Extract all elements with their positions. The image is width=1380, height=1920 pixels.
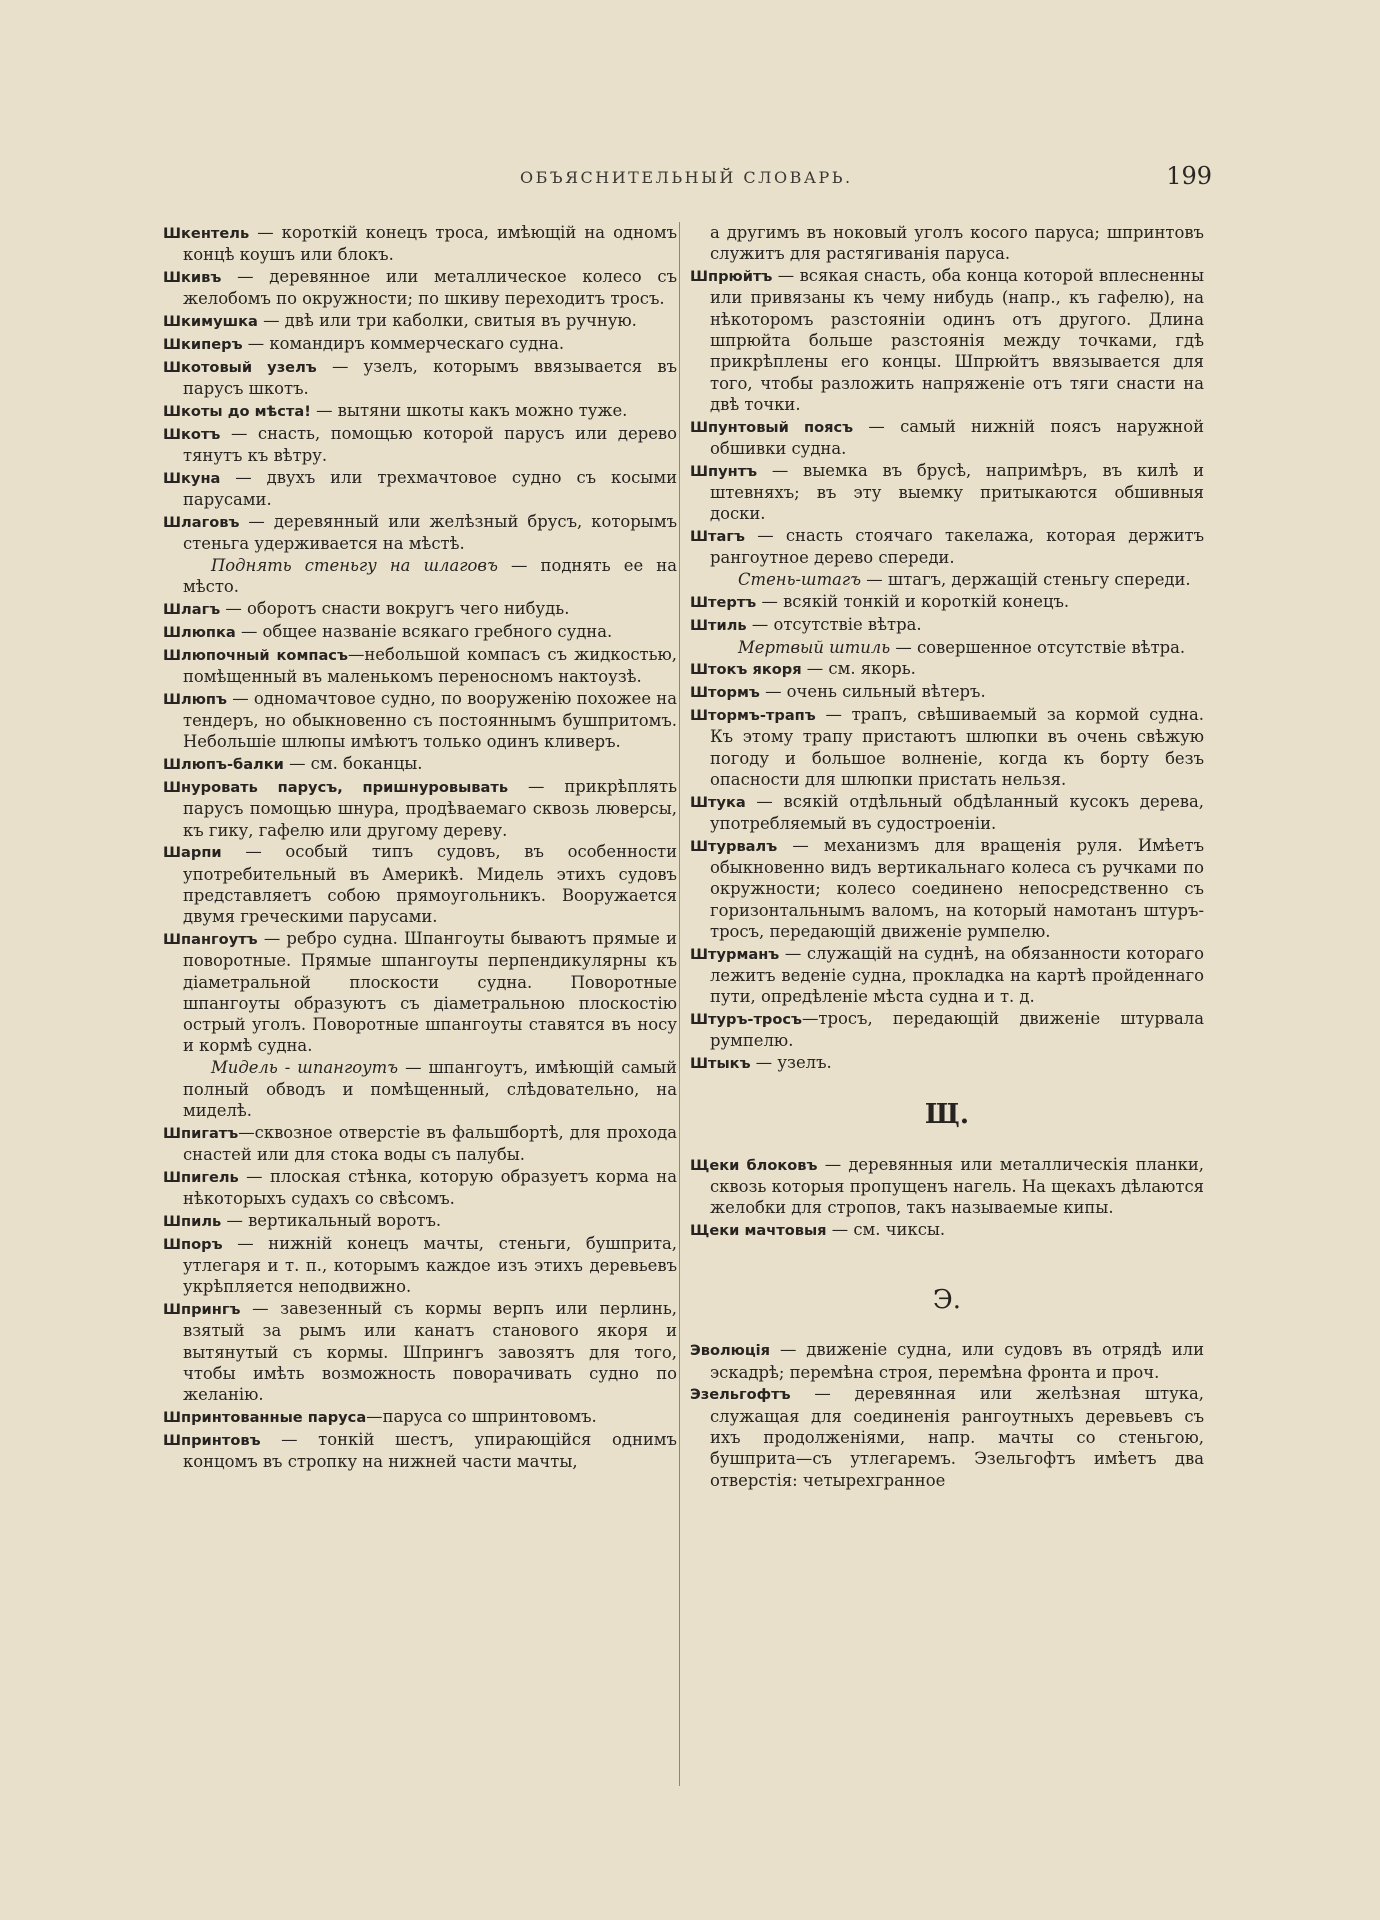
entry-term: Эзельгофтъ — [690, 1386, 791, 1404]
dictionary-entry — [690, 704, 1204, 790]
dictionary-entry — [163, 776, 677, 841]
entry-term: Штука — [690, 793, 746, 811]
entry-term: Шкотовый узелъ — [163, 358, 317, 376]
entry-definition: — деревянныя или металлическія планки, сквозь которыя пропущенъ нагель. На щекахъ дѣлаются желобки для стропов, такъ называемые кипы. — [710, 1154, 1204, 1218]
entry-term: Шпунтъ — [690, 462, 758, 480]
dictionary-entry — [690, 265, 1204, 415]
entry-definition: — завезенный съ кормы верпъ или перлинь, взятый за рымъ или канатъ станового якоря и вытянутый съ кормы. Шпрингъ завозятъ для того, чтобы имѣть возможность поворачивать судно по желанію. — [183, 1299, 677, 1405]
entry-subterm: Мидель - шпангоутъ — [211, 1058, 399, 1078]
entry-term: Штурвалъ — [690, 837, 778, 855]
entry-definition: — трапъ, свѣшиваемый за кормой судна. Къ этому трапу пристаютъ шлюпки въ очень свѣжую погоду и большое волненіе, когда къ борту безъ опасности для шлюпки пристать нельзя. — [710, 705, 1204, 789]
dictionary-entry — [163, 511, 677, 555]
entry-term: Шлаговъ — [163, 513, 240, 531]
dictionary-entry — [163, 1298, 677, 1405]
entry-term: Шкуна — [163, 469, 221, 487]
dictionary-entry — [163, 423, 677, 467]
dictionary-entry — [690, 1154, 1204, 1219]
dictionary-entry — [163, 1233, 677, 1298]
entry-definition: —небольшой компасъ съ жидкостью, помѣщенный въ маленькомъ переносномъ нактоузѣ. — [183, 644, 677, 686]
entry-term: Шкивъ — [163, 269, 222, 287]
entry-definition: — командиръ коммерческаго судна. — [242, 333, 565, 353]
entry-term: Шпиль — [163, 1212, 222, 1230]
running-title: ОБЪЯСНИТЕЛЬНЫЙ СЛОВАРЬ. — [520, 168, 853, 187]
entry-definition: — прикрѣплять парусъ помощью шнура, продѣваемаго сквозь люверсы, къ гику, гафелю или другому дереву. — [183, 776, 677, 840]
entry-term: Штурманъ — [690, 945, 780, 963]
dictionary-entry — [163, 222, 677, 266]
entry-definition: — вытяни шкоты какъ можно туже. — [310, 400, 628, 420]
entry-definition: — одномачтовое судно, по вооруженію похожее на тендеръ, но обыкновенно съ постояннымъ бушпритомъ. Небольшіе шлюпы имѣютъ только одинъ кливеръ. — [183, 688, 677, 752]
entry-term: Шпигатъ — [163, 1124, 239, 1142]
entry-term: Шкоты до мѣста! — [163, 402, 311, 420]
entry-term: Шкотъ — [163, 425, 221, 443]
dictionary-entry — [163, 555, 677, 598]
dictionary-entry — [690, 1383, 1204, 1490]
entry-definition: — шпангоутъ, имѣющій самый полный обводъ и помѣщенный, слѣдовательно, на миделѣ. — [183, 1058, 677, 1120]
dictionary-entry — [163, 1406, 677, 1428]
column-divider — [679, 222, 680, 1786]
entry-definition: — всякій тонкій и короткій конецъ. — [756, 592, 1070, 612]
entry-subterm: Мертвый штиль — [738, 637, 891, 657]
dictionary-entry — [163, 266, 677, 310]
entry-definition: — выемка въ брусѣ, напримѣръ, въ килѣ и штевняхъ; въ эту выемку притыкаются обшивныя доски. — [710, 460, 1204, 524]
entry-term: Шлюпъ-балки — [163, 756, 284, 774]
entry-term: Щеки мачтовыя — [690, 1221, 827, 1239]
entry-term: Шкиперъ — [163, 335, 243, 353]
dictionary-entry — [163, 1057, 677, 1121]
entry-definition: — узелъ, которымъ ввязывается въ парусъ шкотъ. — [183, 356, 677, 399]
dictionary-entry — [690, 1339, 1204, 1383]
entry-term: Шпигель — [163, 1168, 239, 1186]
entry-definition: — снасть стоячаго такелажа, которая держитъ рангоутное дерево спереди. — [710, 526, 1204, 568]
dictionary-entry — [163, 1122, 677, 1166]
page-header — [160, 162, 1212, 196]
dictionary-entry — [690, 416, 1204, 460]
dictionary-entry — [163, 1166, 677, 1210]
page-number: 199 — [1166, 162, 1212, 190]
entry-definition: — служащій на суднѣ, на обязанности котораго лежитъ веденіе судна, прокладка на картѣ пройденнаго пути, опредѣленіе мѣста судна и т. д. — [710, 943, 1204, 1007]
entry-definition: — всякій отдѣльный обдѣланный кусокъ дерева, употребляемый въ судостроеніи. — [710, 791, 1204, 834]
dictionary-entry — [690, 1052, 1204, 1074]
dictionary-entry — [163, 688, 677, 753]
entry-definition: — особый типъ судовъ, въ особенности употребительный въ Америкѣ. Мидель этихъ судовъ представляетъ собою прямоугольникъ. Вооружается двумя греческими парусами. — [183, 842, 677, 927]
entry-definition: — ребро судна. Шпангоуты бываютъ прямые и поворотные. Прямые шпангоуты перпендикулярны къ діаметральной плоскости судна. Поворотные шпангоуты образуютъ съ діаметральною плоскостію острый уголъ. Поворотные шпангоуты ставятся въ носу и кормѣ судна. — [183, 929, 677, 1056]
dictionary-entry — [163, 1210, 677, 1232]
entry-term: Шпунтовый поясъ — [690, 418, 854, 436]
continued-entry-text: а другимъ въ ноковый уголъ косого паруса; шпринтовъ служитъ для растягиванія паруса. — [710, 223, 1204, 264]
dictionary-entry — [690, 681, 1204, 703]
entry-definition: — узелъ. — [750, 1053, 832, 1073]
entry-definition: —тросъ, передающій движеніе штурвала румпелю. — [710, 1009, 1204, 1051]
dictionary-entry — [163, 467, 677, 511]
dictionary-entry — [163, 310, 677, 332]
entry-definition: — деревянный или желѣзный брусъ, которымъ стеньга удерживается на мѣстѣ. — [183, 511, 677, 554]
dictionary-entry — [690, 791, 1204, 835]
dictionary-entry — [163, 333, 677, 355]
entry-term: Шлагъ — [163, 601, 221, 619]
entry-term: Штыкъ — [690, 1055, 751, 1073]
entry-definition: — отсутствіе вѣтра. — [746, 614, 922, 634]
entry-term: Шкимушка — [163, 313, 258, 331]
shch-entries — [690, 1154, 1204, 1242]
entry-definition: — короткій конецъ троса, имѣющій на одномъ концѣ коушъ или блокъ. — [183, 223, 677, 265]
dictionary-entry — [163, 356, 677, 400]
dictionary-entry — [163, 621, 677, 643]
dictionary-entry — [163, 598, 677, 620]
entry-term: Шпрингъ — [163, 1301, 241, 1319]
dictionary-entry — [690, 1219, 1204, 1241]
dictionary-entry — [690, 591, 1204, 613]
entry-definition: — тонкій шестъ, упирающійся однимъ концомъ въ стропку на нижней части мачты, — [183, 1429, 677, 1472]
entry-subterm: Поднять стеньгу на шлаговъ — [211, 555, 498, 575]
entry-definition: — см. чиксы. — [826, 1219, 946, 1239]
entry-term: Штагъ — [690, 528, 745, 546]
dictionary-entry — [690, 1008, 1204, 1052]
dictionary-entry — [690, 614, 1204, 636]
dictionary-entry — [163, 400, 677, 422]
entry-definition: — оборотъ снасти вокругъ чего нибудь. — [220, 599, 570, 619]
left-column — [163, 222, 677, 1473]
entry-definition: — очень сильный вѣтеръ. — [759, 682, 986, 702]
entry-term: Штертъ — [690, 594, 757, 612]
entry-definition: —сквозное отверстіе въ фальшбортѣ, для прохода снастей или для стока воды съ палубы. — [183, 1122, 677, 1164]
entry-term: Шпринтованные паруса — [163, 1409, 367, 1427]
entry-term: Шлюпка — [163, 623, 236, 641]
entry-definition: — см. якорь. — [801, 659, 916, 679]
dictionary-entry — [690, 658, 1204, 680]
entry-definition: — движеніе судна, или судовъ въ отрядѣ или эскадрѣ; перемѣна строя, перемѣна фронта и проч. — [710, 1340, 1204, 1382]
entry-definition: — всякая снасть, оба конца которой вплесненны или привязаны къ чему нибудь (напр., къ гафелю), на нѣкоторомъ разстояніи одинъ отъ другого. Длина шпрюйта больше разстоянія между точками, гдѣ прикрѣплены его концы. Шпрюйтъ ввязывается для того, чтобы разложить напряженіе отъ тяги снасти на двѣ точки. — [710, 266, 1204, 414]
entry-term: Эволюція — [690, 1342, 771, 1360]
entry-term: Шпринтовъ — [163, 1431, 261, 1449]
dictionary-entry — [690, 525, 1204, 569]
entry-term: Штормъ — [690, 684, 760, 702]
right-entries — [690, 265, 1204, 1074]
entry-term: Шнуровать парусъ, пришнуровывать — [163, 778, 509, 796]
entry-term: Шпоръ — [163, 1235, 223, 1253]
entry-term: Шлюпъ — [163, 690, 227, 708]
entry-definition: — вертикальный воротъ. — [221, 1210, 442, 1230]
entry-term: Шлюпочный компасъ — [163, 646, 348, 664]
entry-term: Шкентель — [163, 225, 250, 242]
entry-definition: — нижній конецъ мачты, стеньги, бушприта, утлегаря и т. п., которымъ каждое изъ этихъ деревьевъ укрѣпляется неподвижно. — [183, 1233, 677, 1297]
dictionary-entry — [690, 835, 1204, 942]
entry-term: Шпрюйтъ — [690, 268, 773, 286]
entry-term: Штокъ якоря — [690, 661, 802, 679]
section-heading-shch: Щ. — [924, 1098, 970, 1130]
entry-term: Шарпи — [163, 844, 222, 862]
dictionary-entry — [163, 841, 677, 927]
dictionary-entry — [690, 943, 1204, 1008]
dictionary-entry — [163, 1429, 677, 1473]
entry-term: Щеки блоковъ — [690, 1156, 818, 1174]
dictionary-entry — [690, 637, 1204, 658]
entry-definition: — штагъ, держащій стеньгу спереди. — [861, 570, 1191, 590]
right-column — [690, 222, 1204, 1491]
entry-definition: — поднять ее на мѣсто. — [183, 555, 678, 597]
entry-definition: — самый нижній поясъ наружной обшивки судна. — [710, 416, 1204, 458]
entry-definition: — общее названіе всякаго гребного судна. — [235, 621, 613, 641]
entry-definition: — снасть, помощью которой парусъ или дерево тянутъ къ вѣтру. — [183, 423, 677, 465]
entry-subterm: Стень-штагъ — [738, 570, 862, 590]
section-heading-e: Э. — [932, 1285, 962, 1316]
entry-definition: — совершенное отсутствіе вѣтра. — [890, 637, 1186, 657]
entry-definition: — плоская стѣнка, которую образуетъ корма на нѣкоторыхъ судахъ со свѣсомъ. — [183, 1166, 677, 1209]
entry-definition: — двухъ или трехмачтовое судно съ косыми парусами. — [183, 467, 677, 510]
dictionary-entry — [163, 753, 677, 775]
dictionary-entry — [163, 644, 677, 688]
entry-term: Шпангоутъ — [163, 931, 258, 948]
entry-definition: — деревянная или желѣзная штука, служащая для соединенія рангоутныхъ деревьевъ съ ихъ продолженіями, напр. мачты со стеньгою, бушприта—съ утлегаремъ. Эзельгофтъ имѣетъ два отверстія: четырехгранное — [710, 1384, 1204, 1490]
entry-term: Штормъ-трапъ — [690, 707, 816, 725]
entry-definition: — двѣ или три каболки, свитыя въ ручную. — [257, 311, 637, 331]
entry-definition: —паруса со шпринтовомъ. — [366, 1407, 597, 1427]
entry-definition: — деревянное или металлическое колесо съ желобомъ по окружности; по шкиву переходитъ тросъ. — [183, 267, 677, 309]
entry-definition: — механизмъ для вращенія руля. Имѣетъ обыкновенно видъ вертикальнаго колеса съ ручками по окружности; колесо соединено непосредственно съ горизонтальнымъ валомъ, на который намотанъ штуръ-тросъ, передающій движеніе румпелю. — [710, 835, 1204, 941]
entry-term: Штуръ-тросъ — [690, 1011, 803, 1029]
dictionary-entry — [690, 460, 1204, 525]
entry-term: Штиль — [690, 616, 747, 634]
e-entries — [690, 1339, 1204, 1491]
dictionary-entry — [163, 928, 677, 1057]
entry-definition: — см. боканцы. — [283, 754, 423, 774]
dictionary-entry — [690, 569, 1204, 590]
